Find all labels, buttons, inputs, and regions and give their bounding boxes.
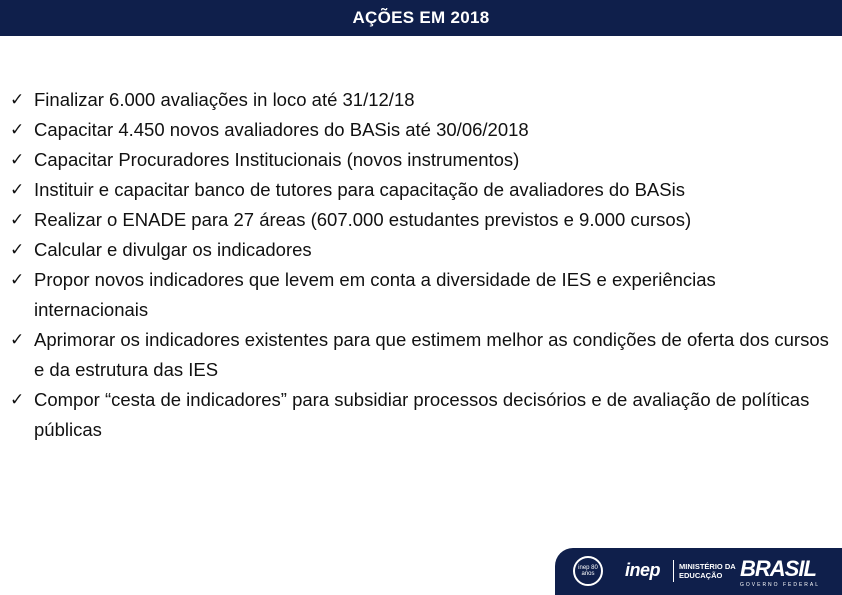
list-item bbox=[10, 385, 830, 445]
checkmark-icon: ✓ bbox=[10, 150, 25, 170]
list-item-text: Capacitar 4.450 novos avaliadores do BASis até 30/06/2018 bbox=[34, 119, 529, 140]
list-item-text: Finalizar 6.000 avaliações in loco até 31/12/18 bbox=[34, 89, 415, 110]
list-item bbox=[10, 325, 830, 385]
list-item bbox=[10, 235, 830, 265]
checkmark-icon: ✓ bbox=[10, 180, 25, 200]
list-item bbox=[10, 205, 830, 235]
checkmark-icon: ✓ bbox=[10, 120, 25, 140]
footer-logo-bar bbox=[555, 548, 842, 595]
inep-80-anos-seal-logo: inep 80 anos bbox=[573, 556, 603, 586]
list-item-text: Propor novos indicadores que levem em conta a diversidade de IES e experiências internacionais bbox=[34, 269, 716, 320]
checkmark-icon: ✓ bbox=[10, 90, 25, 110]
checkmark-icon: ✓ bbox=[10, 210, 25, 230]
logo-divider bbox=[673, 560, 674, 582]
checkmark-icon: ✓ bbox=[10, 270, 25, 290]
checkmark-icon: ✓ bbox=[10, 390, 25, 410]
checkmark-icon: ✓ bbox=[10, 330, 25, 350]
list-item-text: Instituir e capacitar banco de tutores para capacitação de avaliadores do BASis bbox=[34, 179, 685, 200]
title-bar bbox=[0, 0, 842, 36]
brasil-logo: BRASIL bbox=[740, 556, 816, 581]
list-item bbox=[10, 115, 830, 145]
checkmark-icon: ✓ bbox=[10, 240, 25, 260]
list-item-text: Realizar o ENADE para 27 áreas (607.000 estudantes previstos e 9.000 cursos) bbox=[34, 209, 692, 230]
action-list bbox=[10, 85, 830, 445]
governo-federal-logo: GOVERNO FEDERAL bbox=[740, 582, 821, 588]
page-title: AÇÕES EM 2018 bbox=[352, 8, 490, 27]
list-item bbox=[10, 145, 830, 175]
list-item bbox=[10, 175, 830, 205]
list-item-text: Capacitar Procuradores Institucionais (novos instrumentos) bbox=[34, 149, 520, 170]
list-item bbox=[10, 265, 830, 325]
ministerio-educacao-logo: MINISTÉRIO DA EDUCAÇÃO bbox=[679, 562, 736, 580]
list-item-text: Compor “cesta de indicadores” para subsidiar processos decisórios e de avaliação de políticas públicas bbox=[34, 389, 810, 440]
list-item bbox=[10, 85, 830, 115]
list-item-text: Aprimorar os indicadores existentes para que estimem melhor as condições de oferta dos cursos e da estrutura das IES bbox=[34, 329, 829, 380]
list-item-text: Calcular e divulgar os indicadores bbox=[34, 239, 312, 260]
inep-logo: inep bbox=[625, 560, 661, 580]
